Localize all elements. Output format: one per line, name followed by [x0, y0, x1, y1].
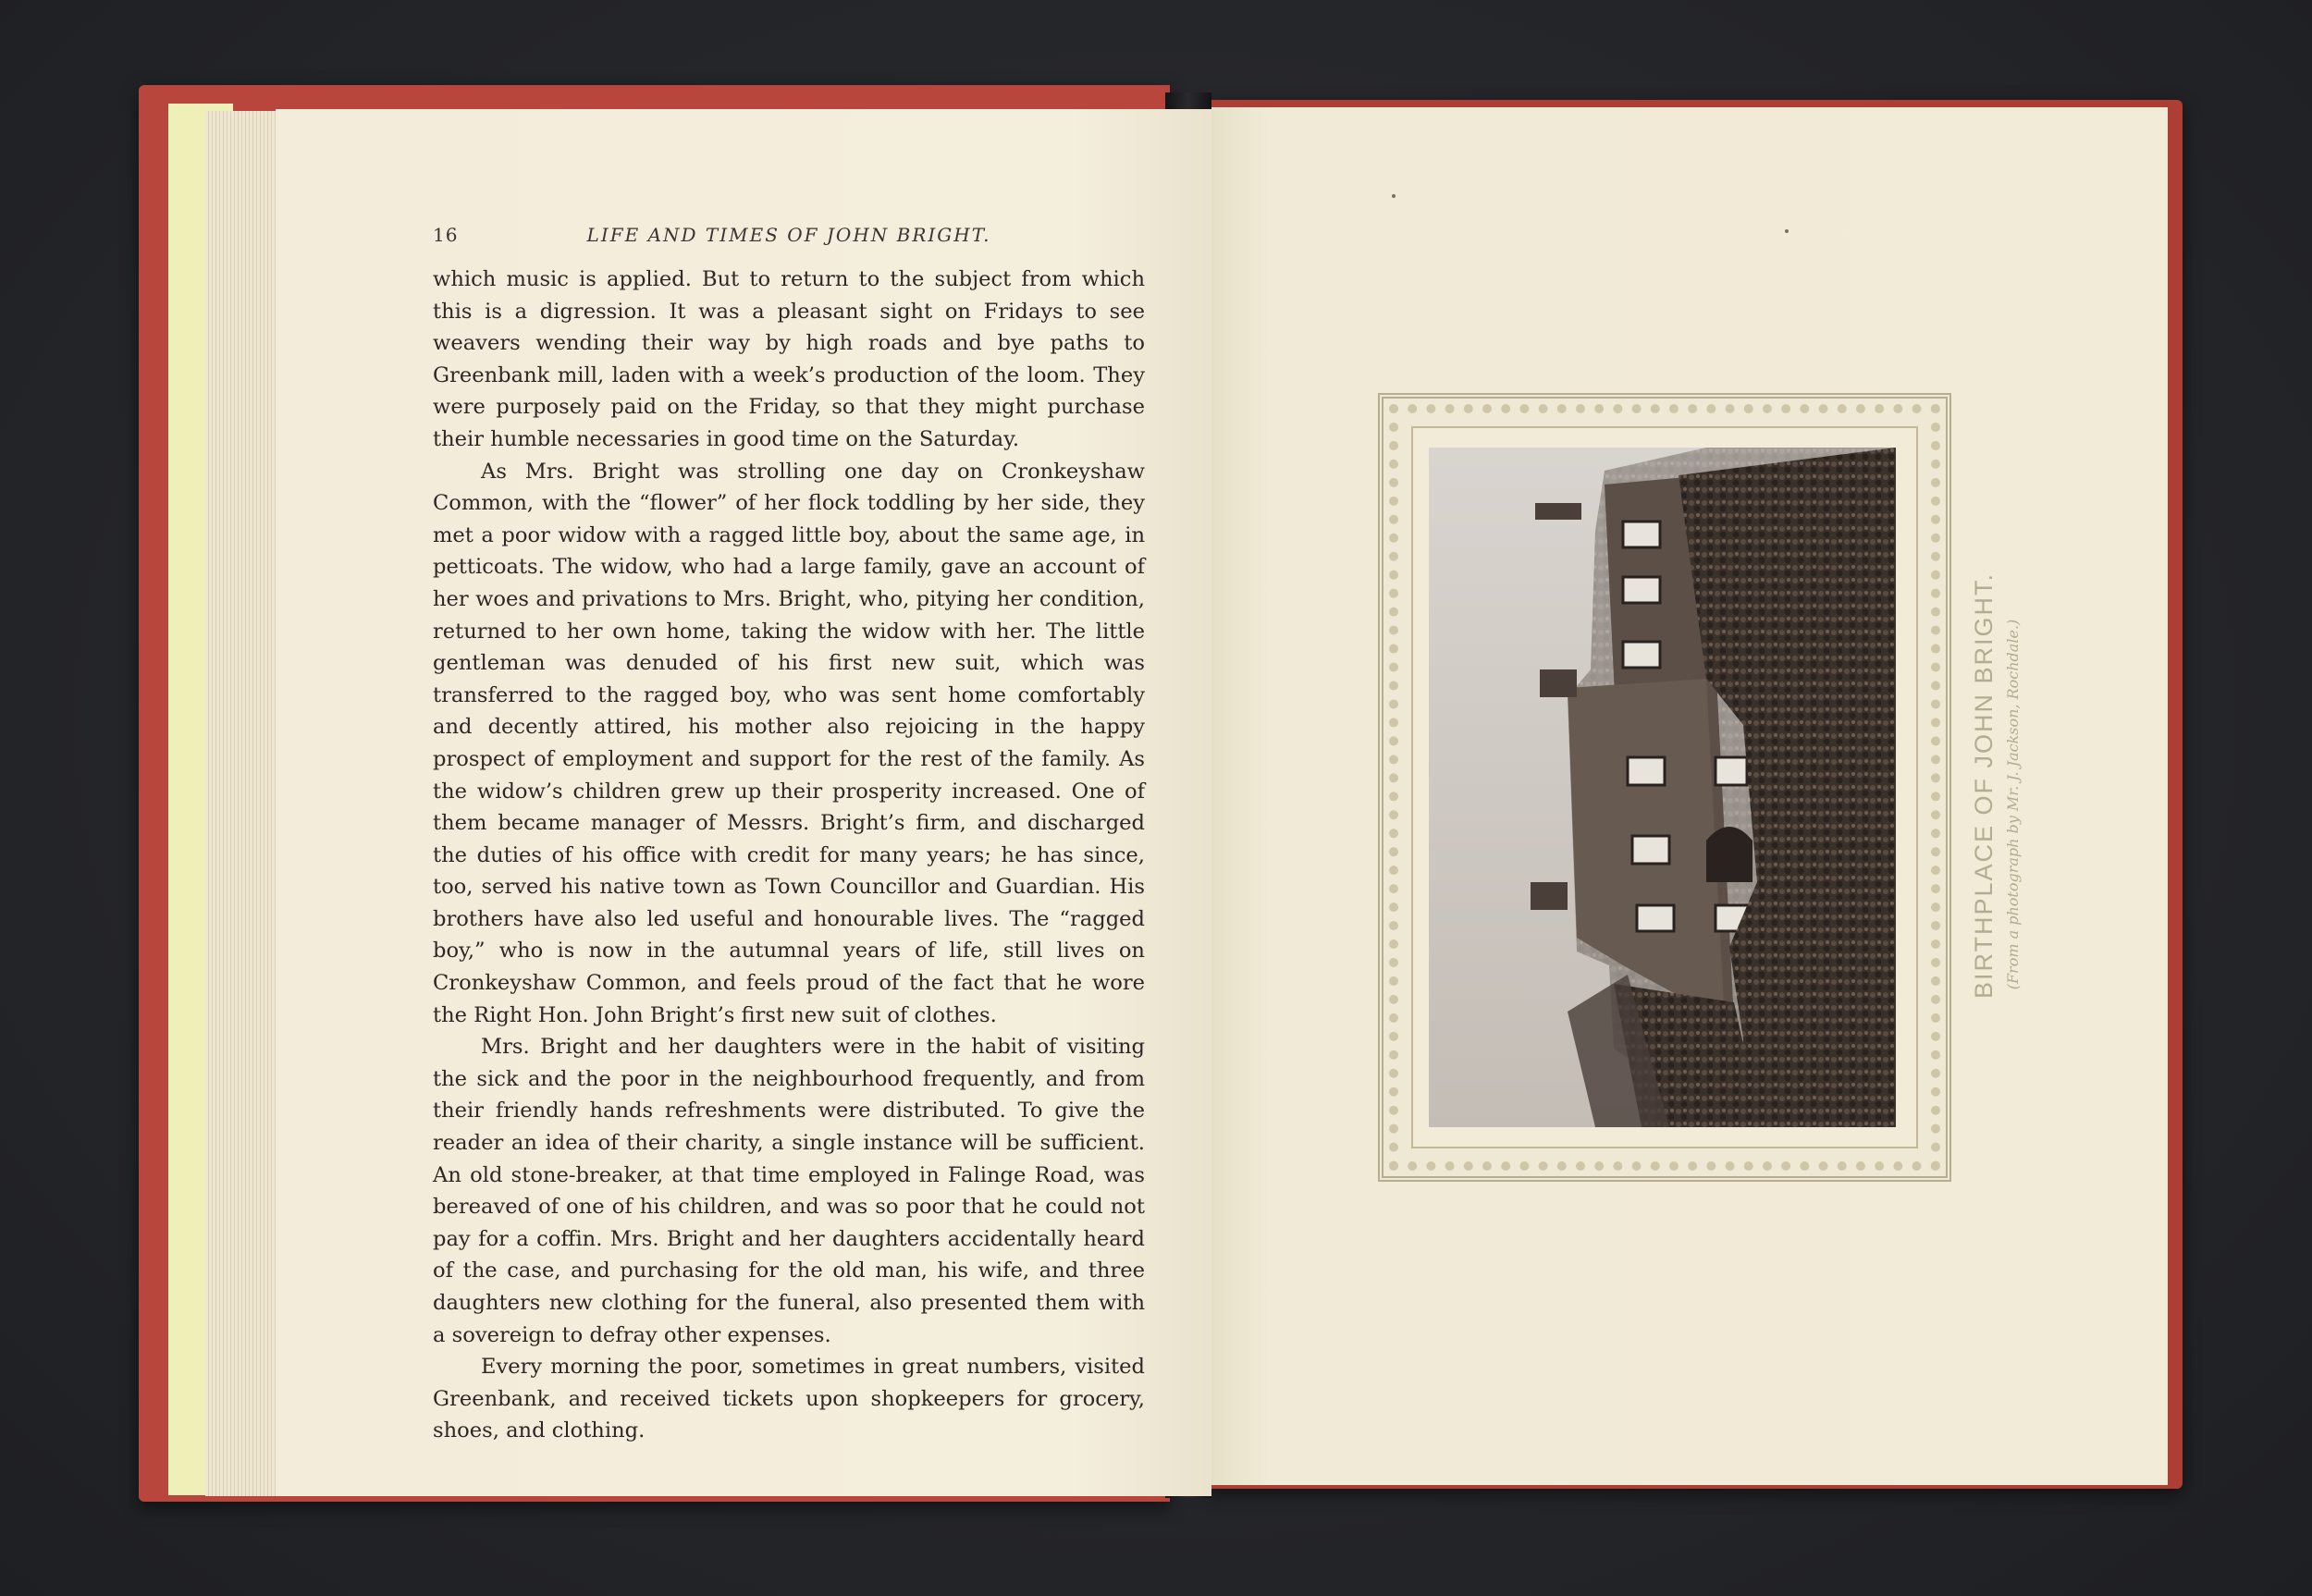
- plate-caption-credit: (From a photograph by Mr. J. Jackson, Rochdale.): [2004, 619, 2022, 990]
- paper-speck: [1392, 194, 1396, 198]
- plate-caption: [1970, 571, 2053, 999]
- plate-caption-title: BIRTHPLACE OF JOHN BRIGHT.: [1970, 571, 1998, 999]
- paragraph: Every morning the poor, sometimes in great numbers, visited Greenbank, and received tickets upon shopkeepers for grocery, shoes, and clothing.: [433, 1355, 1145, 1443]
- page-edges: [205, 111, 279, 1496]
- running-head: [433, 224, 1145, 252]
- paragraph: As Mrs. Bright was strolling one day on Cronkeyshaw Common, with the “flower” of her flock toddling by her side, they met a poor widow with a ragged little boy, about the same age, in petticoats. The widow, who had a large family, gave an account of her woes and privations to Mrs. Bright, who, pitying her condition, returned to her own home, taking the widow with her. The little gentleman was denuded of his first new suit, which was transferred to the ragged boy, who was sent home comfortably and decently attired, his mother also rejoicing in the happy prospect of employment and support for the rest of the family. As the widow’s children grew up their prosperity increased. One of them became manager of Messrs. Bright’s firm, and discharged the duties of his office with credit for many years; he has since, too, served his native town as Town Councillor and Guardian. His brothers have also led useful and honourable lives. The “ragged boy,” who is now in the autumnal years of life, still lives on Cronkeyshaw Common, and feels proud of the fact that he wore the Right Hon. John Bright’s first new suit of clothes.: [433, 459, 1145, 1027]
- paragraph: Mrs. Bright and her daughters were in the habit of visiting the sick and the poor in the neighbourhood frequently, and from their friendly hands refreshments were distributed. To give the reader an idea of their charity, a single instance will be sufficient. An old stone-breaker, at that time employed in Falinge Road, was bereaved of one of his children, and was so poor that he could not pay for a coffin. Mrs. Bright and her daughters accidentally heard of the case, and purchasing for the old man, his wife, and three daughters new clothing for the funeral, also presented them with a sovereign to defray other expenses.: [433, 1035, 1145, 1347]
- paper-speck: [1785, 229, 1789, 233]
- house-photograph: [1429, 448, 1896, 1127]
- paragraph: which music is applied. But to return to the subject from which this is a digression. It was a pleasant sight on Fridays to see weavers wending their way by high roads and bye paths to Greenbank mill, laden with a week’s production of the loom. They were purposely paid on the Friday, so that they might purchase their humble necessaries in good time on the Saturday.: [433, 267, 1145, 451]
- running-head-title: LIFE AND TIMES OF JOHN BRIGHT.: [586, 224, 991, 246]
- page-number: 16: [433, 224, 459, 246]
- body-text: [433, 264, 1145, 1447]
